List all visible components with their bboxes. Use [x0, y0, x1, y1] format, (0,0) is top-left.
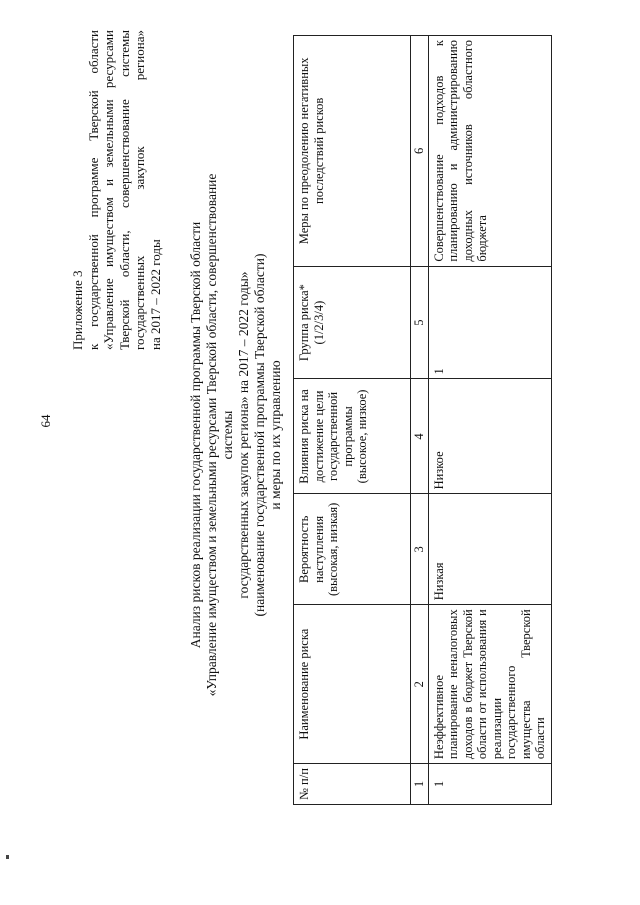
table-header-row	[294, 36, 411, 805]
risk-measures: Совершенствование подходов к планированию и администрированию доходных источников областного бюджета	[428, 36, 551, 267]
risk-name: Неэффективное планирование неналоговых доходов в бюджет Тверской области от использования и реализации государственного имущества Тверской области	[428, 605, 551, 764]
header-cell-group: Группа риска* (1/2/3/4)	[294, 266, 411, 379]
heading-line: и меры по их управлению	[268, 360, 283, 510]
appendix-line: к государственной программе Тверской области	[85, 30, 101, 350]
header-cell-probability: Вероятность наступления (высокая, низкая)	[294, 494, 411, 605]
heading-line: государственных закупок региона» на 2017 – 2022 годы»	[236, 271, 251, 599]
column-number-row	[411, 36, 429, 805]
heading-line: «Управление имуществом и земельными ресурсами Тверской области, совершенствование системы	[204, 173, 235, 697]
heading-title: Анализ рисков реализации государственной программы Тверской области	[188, 221, 203, 649]
risk-table	[293, 35, 552, 805]
header-cell-impact: Влияния риска на достижение цели государственной программы (высокое, низкое)	[294, 379, 411, 494]
column-number: 6	[411, 36, 429, 267]
heading-caption: (наименование государственной программы Тверской области)	[252, 253, 267, 617]
risk-probability: Низкая	[428, 494, 551, 605]
column-number: 5	[411, 266, 429, 379]
appendix-line: Тверской области, совершенствование системы	[116, 30, 132, 350]
appendix-line: государственных закупок региона»	[132, 30, 147, 350]
header-cell-measures: Меры по преодолению негативных последствий рисков	[294, 36, 411, 267]
risk-impact: Низкое	[428, 379, 551, 494]
page-number: 64	[38, 414, 53, 428]
appendix-line: «Управление имуществом и земельными ресурсами	[101, 30, 116, 350]
appendix-note	[70, 30, 163, 350]
appendix-line: Приложение 3	[70, 270, 85, 350]
column-number: 4	[411, 379, 429, 494]
column-number: 2	[411, 605, 429, 764]
row-number: 1	[428, 764, 551, 805]
table-row	[428, 36, 551, 805]
header-cell-risk-name: Наименование риска	[294, 605, 411, 764]
column-number: 3	[411, 494, 429, 605]
appendix-line: на 2017 – 2022 годы	[147, 239, 163, 350]
column-number: 1	[411, 764, 429, 805]
header-cell-number: № п/п	[294, 764, 411, 805]
risk-group: 1	[428, 266, 551, 379]
document-heading	[188, 155, 284, 715]
